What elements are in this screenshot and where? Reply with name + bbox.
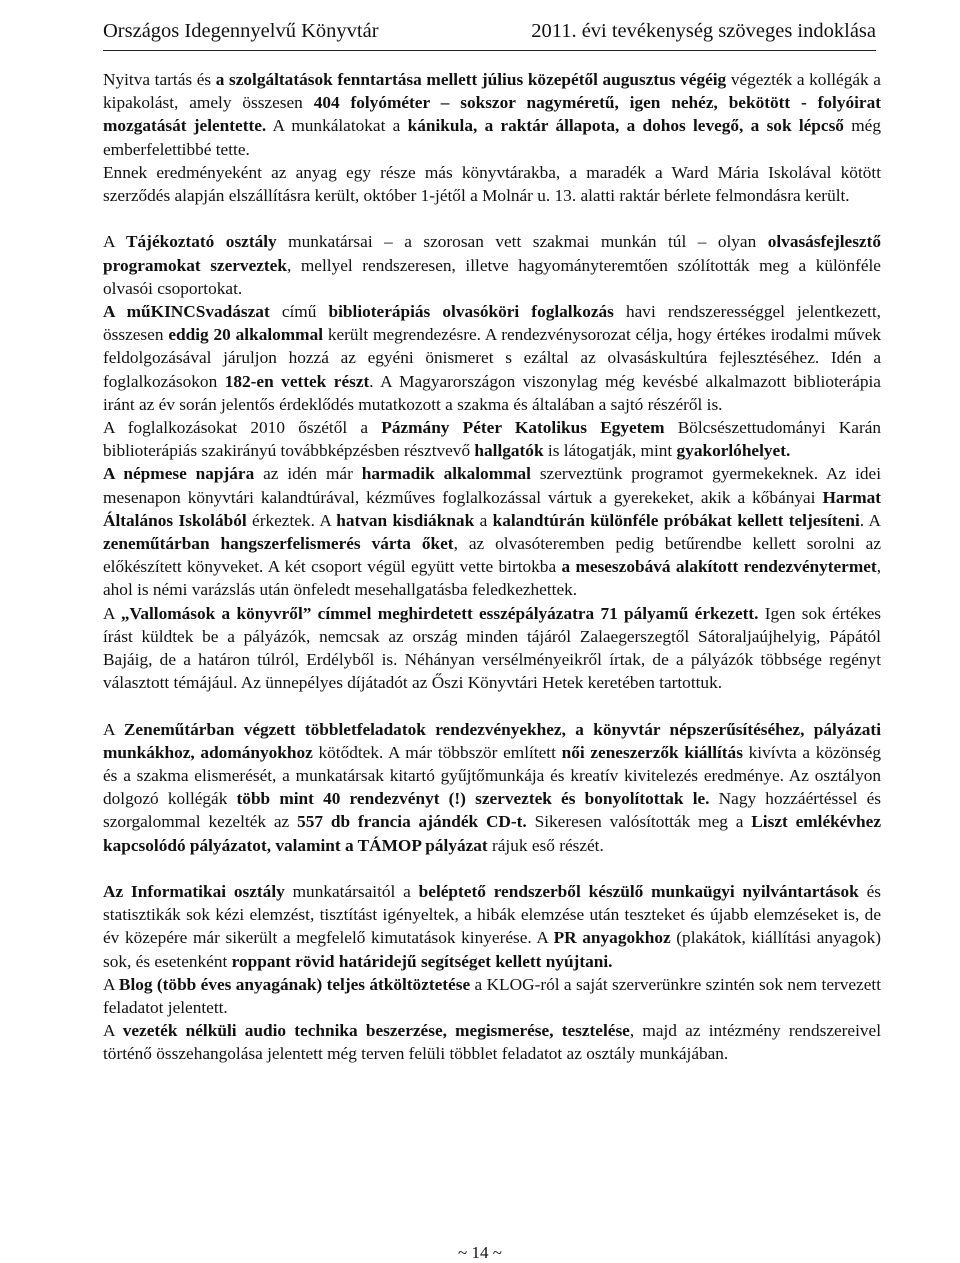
text-run: és statisztikák sok kézi elemzést, tisztítást igényeltek, a hibák elemzése után teszteket és újabb elemzéseket is, de év közepére már sikerült a megfelelő kimutatások kinyerése. A — [103, 882, 881, 948]
text-run: munkatársaitól a — [284, 882, 419, 902]
text-run: Igen sok értékes írást küldtek be a pályázók, nemcsak az ország minden tájáról Zalaegerszegtől Sátoraljaújhelyig, Pápától Bajáig, de a határon túlról, Erdélyből is. Néhányan versélményeikről írtak, de a pályázók többsége regényt választott témájául. Az ünnepélyes díjátadót az Őszi Könyvtári Hetek keretében tartottuk. — [103, 603, 881, 693]
paragraph — [103, 416, 881, 462]
bold-text: roppant rövid határidejű segítséget kellett nyújtani. — [231, 951, 613, 971]
text-run: kivívta a közönség és a szakma elismerését, a munkatársak kitartó gyűjtőmunkája és kreatív kivitelezés eredménye. Az osztályon dolgozó kollégák — [103, 742, 881, 809]
text-run: is látogatják, mint — [543, 441, 677, 461]
paragraph — [103, 718, 881, 857]
paragraph — [103, 602, 881, 695]
bold-text: eddig 20 alkalommal — [168, 325, 324, 345]
bold-text: 404 folyóméter – sokszor nagyméretű, igen nehéz, bekötött - folyóirat mozgatását jelentette. — [103, 93, 881, 136]
bold-text: több mint 40 rendezvényt (!) szerveztek és bonyolítottak le. — [236, 789, 710, 809]
bold-text: harmadik alkalommal — [361, 464, 531, 484]
paragraph-gap — [103, 857, 881, 880]
text-run: A munkálatokat a — [266, 116, 408, 136]
bold-text: hatvan kisdiáknak — [336, 510, 475, 530]
bold-text: olvasásfejlesztő programokat szerveztek — [103, 232, 881, 275]
bold-text: vezeték nélküli audio technika beszerzése, megismerése, tesztelése — [122, 1021, 630, 1041]
bold-text: Tájékoztató osztály — [126, 232, 277, 252]
paragraph — [103, 300, 881, 416]
bold-text: A népmese napjára — [103, 464, 255, 484]
text-run: A — [103, 719, 124, 739]
text-run: , mellyel rendszeresen, illetve hagyományteremtően szólították meg a különféle olvasói csoportokat. — [103, 255, 881, 298]
text-run: havi rendszerességgel jelentkezett, összesen — [103, 302, 882, 345]
bold-text: kalandtúrán különféle próbákat kellett teljesíteni — [492, 510, 860, 530]
text-run: . A Magyarországon viszonylag még kevésbé alkalmazott biblioterápia iránt az év során jelentős érdeklődés mutatkozott a szakma és általában a sajtó részéről is. — [103, 371, 881, 414]
bold-text: Zeneműtárban végzett többletfeladatok rendezvényekhez, a könyvtár népszerűsítéséhez, pályázati munkákhoz, adományokhoz — [103, 719, 881, 762]
text-run: érkeztek. A — [246, 510, 337, 530]
text-run: szerveztünk programot gyermekeknek. Az idei mesenapon könyvtári kalandtúrával, kézműves foglalkozással vártuk a gyerekeket, akik a kőbányai — [103, 464, 882, 507]
text-run: A — [103, 603, 121, 623]
text-run: A — [103, 974, 119, 994]
text-run: A — [103, 1021, 123, 1041]
bold-text: kánikula, a raktár állapota, a dohos levegő, a sok lépcső — [407, 116, 844, 136]
bold-text: biblioterápiás olvasóköri foglalkozás — [328, 302, 614, 322]
bold-text: 182-en vettek részt — [224, 371, 370, 391]
bold-text: Harmat Általános Iskolából — [103, 487, 881, 530]
text-run: , ahol is némi varázslás után önfeledt mesehallgatásba feledkezhettek. — [103, 557, 882, 600]
text-run: A foglalkozásokat 2010 őszétől a — [103, 418, 382, 438]
bold-text: a meseszobává alakított rendezvénytermet — [561, 557, 877, 577]
paragraph-gap — [103, 694, 881, 717]
text-run: a — [474, 510, 493, 530]
bold-text: hallgatók — [474, 441, 544, 461]
text-run: (plakátok, kiállítási anyagok) sok, és esetenként — [103, 928, 881, 971]
bold-text: zeneműtárban hangszerfelismerés várta őket — [103, 534, 454, 554]
page-header — [103, 16, 876, 51]
paragraph — [103, 68, 881, 161]
text-run: munkatársai – a szorosan vett szakmai munkán túl – olyan — [276, 232, 768, 252]
page-number: ~ 14 ~ — [458, 1243, 502, 1262]
bold-text: beléptető rendszerből készülő munkaügyi nyilvántartások — [418, 882, 859, 902]
bold-text: „Vallomások a könyvről” címmel meghirdetett esszépályázatra 71 pályamű érkezett. — [120, 603, 759, 623]
text-run: még emberfelettibbé tette. — [103, 116, 881, 159]
paragraph — [103, 462, 881, 601]
text-run: , majd az intézmény rendszereivel történő összehangolása jelentett még terven felüli többlet feladatot az osztály munkájában. — [103, 1021, 881, 1064]
header-subtitle: 2011. évi tevékenység szöveges indoklása — [531, 20, 876, 42]
paragraph-gap — [103, 207, 881, 230]
text-run: Sikeresen valósították meg a — [526, 812, 752, 832]
text-run: az idén már — [254, 464, 362, 484]
bold-text: női zeneszerzők kiállítás — [561, 742, 743, 762]
paragraph — [103, 880, 881, 973]
bold-text: Az Informatikai osztály — [103, 882, 285, 902]
bold-text: PR anyagokhoz — [553, 928, 671, 948]
text-run: című — [269, 302, 329, 322]
text-run: Nyitva tartás és — [103, 70, 216, 89]
text-run: . A — [859, 510, 882, 530]
text-run: került megrendezésre. A rendezvénysorozat célja, hogy értékes irodalmi művek feldolgozásával járuljon hozzá az egyéni önismeret s ezáltal az olvasáskultúra fejlesztéséhez. Idén a foglalkozásokon — [103, 325, 882, 391]
bold-text: gyakorlóhelyet. — [676, 441, 791, 461]
bold-text: Liszt emlékévhez kapcsolódó pályázatot, valamint a TÁMOP pályázat — [103, 812, 882, 855]
bold-text: Blog (több éves anyagának) teljes átköltöztetése — [118, 974, 471, 994]
paragraph — [103, 230, 881, 300]
text-run: a KLOG-ról a saját szerverünkre szintén sok nem tervezett feladatot jelentett. — [103, 974, 881, 1018]
bold-text: a szolgáltatások fenntartása mellett július közepétől augusztus végéig — [215, 70, 727, 89]
text-run: A — [103, 232, 127, 252]
bold-text: Pázmány Péter Katolikus Egyetem — [381, 418, 665, 438]
text-run: Nagy hozzáértéssel és szorgalommal kezelték az — [103, 789, 881, 832]
header-title: Országos Idegennyelvű Könyvtár — [103, 20, 379, 42]
text-run: Bölcsészettudományi Karán biblioterápiás szakirányú továbbképzésben résztvevő — [103, 418, 882, 461]
paragraph — [103, 973, 881, 1019]
text-run: Ennek eredményeként az anyag egy része más könyvtárakba, a maradék a Ward Mária Iskolával kötött szerződés alapján elszállításra került, október 1-jétől a Molnár u. 13. alatti raktár bérlete felmondásra került. — [103, 162, 881, 206]
text-run: kötődtek. A már többször említett — [312, 742, 562, 762]
bold-text: A műKINCSvadászat — [103, 302, 270, 322]
paragraph — [103, 1019, 881, 1065]
text-run: végezték a kollégák a kipakolást, amely összesen — [103, 70, 881, 113]
document-body — [103, 68, 881, 1066]
text-run: rájuk eső részét. — [487, 835, 604, 855]
paragraph — [103, 161, 881, 207]
text-run: , az olvasóteremben pedig betűrendbe kellett sorolni az előkészített könyveket. A két csoport végül együtt vette birtokba — [103, 534, 881, 577]
bold-text: 557 db francia ajándék CD-t. — [297, 812, 527, 832]
